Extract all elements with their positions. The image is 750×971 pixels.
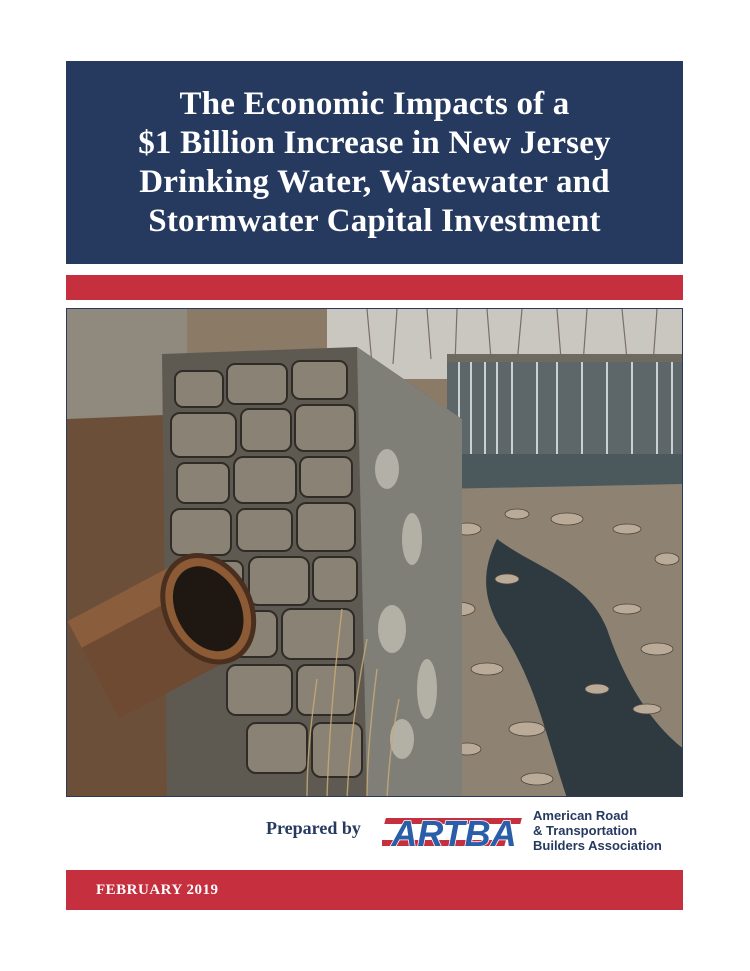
date-band <box>66 870 683 910</box>
title-line-3: Drinking Water, Wastewater and <box>139 163 610 200</box>
red-divider-band <box>66 275 683 300</box>
artba-logo-text: ARTBA <box>391 813 517 854</box>
org-line-3: Builders Association <box>533 838 662 853</box>
title-line-2: $1 Billion Increase in New Jersey <box>138 124 611 161</box>
title-line-4: Stormwater Capital Investment <box>148 202 601 239</box>
org-line-2: & Transportation <box>533 823 638 838</box>
org-line-1: American Road <box>533 808 629 823</box>
prepared-by-label: Prepared by <box>266 818 361 838</box>
title-block <box>66 61 683 264</box>
cover-photo <box>66 308 683 797</box>
title-line-1: The Economic Impacts of a <box>179 85 570 122</box>
organization-name <box>533 808 662 853</box>
artba-logo <box>382 810 524 856</box>
publication-date: FEBRUARY 2019 <box>96 881 219 898</box>
